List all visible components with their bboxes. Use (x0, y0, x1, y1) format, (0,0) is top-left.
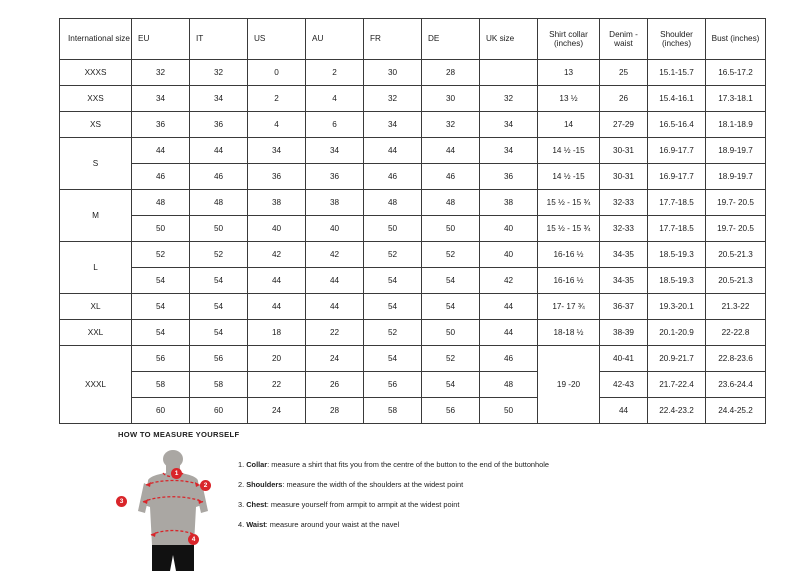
cell-us: 18 (248, 320, 306, 346)
table-header-row (60, 19, 766, 60)
cell-shirt-collar: 15 ½ - 15 ¾ (538, 190, 600, 216)
cell-us: 2 (248, 86, 306, 112)
cell-shoulder: 16.5-16.4 (648, 112, 706, 138)
cell-it: 46 (190, 164, 248, 190)
cell-us: 34 (248, 138, 306, 164)
cell-fr: 34 (364, 112, 422, 138)
cell-shirt-collar: 14 ½ -15 (538, 138, 600, 164)
cell-uk-size: 32 (480, 86, 538, 112)
cell-it: 32 (190, 60, 248, 86)
col-header-uk-size: UK size (480, 19, 538, 60)
cell-eu: 46 (132, 164, 190, 190)
col-header-shoulder: Shoulder (inches) (648, 19, 706, 60)
col-header-it: IT (190, 19, 248, 60)
cell-shoulder: 15.1-15.7 (648, 60, 706, 86)
how-to-measure-section (118, 430, 738, 574)
cell-international-size: M (60, 190, 132, 242)
col-header-shirt-collar: Shirt collar (inches) (538, 19, 600, 60)
table-row (60, 346, 766, 372)
cell-de: 48 (422, 190, 480, 216)
cell-international-size: L (60, 242, 132, 294)
cell-eu: 54 (132, 268, 190, 294)
cell-us: 36 (248, 164, 306, 190)
cell-international-size: XXL (60, 320, 132, 346)
cell-bust: 16.5-17.2 (706, 60, 766, 86)
cell-au: 4 (306, 86, 364, 112)
table-row (60, 294, 766, 320)
cell-au: 2 (306, 60, 364, 86)
cell-fr: 50 (364, 216, 422, 242)
cell-uk-size: 40 (480, 216, 538, 242)
cell-fr: 48 (364, 190, 422, 216)
col-header-de: DE (422, 19, 480, 60)
cell-bust: 20.5-21.3 (706, 268, 766, 294)
cell-eu: 48 (132, 190, 190, 216)
table-row (60, 268, 766, 294)
cell-bust: 22-22.8 (706, 320, 766, 346)
cell-uk-size: 46 (480, 346, 538, 372)
table-row (60, 398, 766, 424)
cell-denim-waist: 30-31 (600, 164, 648, 190)
cell-uk-size: 40 (480, 242, 538, 268)
measure-steps-list (238, 449, 549, 541)
cell-shirt-collar: 15 ½ - 15 ¾ (538, 216, 600, 242)
cell-au: 44 (306, 268, 364, 294)
cell-de: 46 (422, 164, 480, 190)
cell-fr: 52 (364, 242, 422, 268)
cell-denim-waist: 26 (600, 86, 648, 112)
cell-denim-waist: 42-43 (600, 372, 648, 398)
cell-it: 48 (190, 190, 248, 216)
cell-us: 38 (248, 190, 306, 216)
table-row (60, 164, 766, 190)
cell-bust: 18.9-19.7 (706, 138, 766, 164)
cell-it: 54 (190, 320, 248, 346)
callout-1-collar: 1 (171, 468, 182, 479)
cell-shirt-collar: 16-16 ½ (538, 242, 600, 268)
col-header-denim-waist: Denim - waist (600, 19, 648, 60)
measure-step: 2. Shoulders: measure the width of the shoulders at the widest point (238, 479, 464, 489)
cell-au: 34 (306, 138, 364, 164)
cell-uk-size: 34 (480, 138, 538, 164)
cell-fr: 52 (364, 320, 422, 346)
cell-bust: 18.9-19.7 (706, 164, 766, 190)
cell-fr: 54 (364, 268, 422, 294)
cell-us: 20 (248, 346, 306, 372)
callout-3-chest: 3 (116, 496, 127, 507)
cell-au: 22 (306, 320, 364, 346)
cell-international-size: XXXL (60, 346, 132, 424)
table-row (60, 320, 766, 346)
cell-shirt-collar: 17- 17 ¾ (538, 294, 600, 320)
cell-shirt-collar: 13 (538, 60, 600, 86)
cell-de: 54 (422, 268, 480, 294)
cell-eu: 34 (132, 86, 190, 112)
cell-denim-waist: 36-37 (600, 294, 648, 320)
cell-international-size: XXS (60, 86, 132, 112)
col-header-bust: Bust (inches) (706, 19, 766, 60)
cell-eu: 54 (132, 320, 190, 346)
cell-eu: 60 (132, 398, 190, 424)
cell-fr: 54 (364, 294, 422, 320)
cell-shoulder: 17.7-18.5 (648, 190, 706, 216)
cell-denim-waist: 40-41 (600, 346, 648, 372)
col-header-international-size: International size (60, 19, 132, 60)
cell-us: 24 (248, 398, 306, 424)
callout-4-waist: 4 (188, 534, 199, 545)
cell-denim-waist: 44 (600, 398, 648, 424)
cell-shoulder: 18.5-19.3 (648, 242, 706, 268)
cell-international-size: XS (60, 112, 132, 138)
cell-au: 26 (306, 372, 364, 398)
cell-shoulder: 22.4-23.2 (648, 398, 706, 424)
cell-shoulder: 16.9-17.7 (648, 164, 706, 190)
table-body (60, 60, 766, 424)
cell-de: 28 (422, 60, 480, 86)
cell-au: 24 (306, 346, 364, 372)
cell-eu: 32 (132, 60, 190, 86)
cell-bust: 22.8-23.6 (706, 346, 766, 372)
cell-shirt-collar: 13 ½ (538, 86, 600, 112)
cell-shirt-collar: 19 -20 (538, 346, 600, 424)
measure-step: 1. Collar: measure a shirt that fits you from the centre of the button to the end of the buttonhole (238, 460, 550, 469)
cell-de: 56 (422, 398, 480, 424)
how-to-measure-body (118, 449, 738, 574)
cell-shoulder: 20.1-20.9 (648, 320, 706, 346)
measure-step: 3. Chest: measure yourself from armpit to armpit at the widest point (238, 499, 460, 509)
table-row (60, 112, 766, 138)
cell-uk-size: 36 (480, 164, 538, 190)
col-header-au: AU (306, 19, 364, 60)
cell-eu: 44 (132, 138, 190, 164)
cell-shoulder: 19.3-20.1 (648, 294, 706, 320)
cell-de: 50 (422, 216, 480, 242)
cell-it: 54 (190, 294, 248, 320)
cell-shoulder: 16.9-17.7 (648, 138, 706, 164)
cell-bust: 18.1-18.9 (706, 112, 766, 138)
col-header-eu: EU (132, 19, 190, 60)
cell-de: 50 (422, 320, 480, 346)
cell-us: 44 (248, 268, 306, 294)
cell-shirt-collar: 14 (538, 112, 600, 138)
cell-us: 44 (248, 294, 306, 320)
cell-bust: 17.3-18.1 (706, 86, 766, 112)
cell-it: 50 (190, 216, 248, 242)
cell-au: 38 (306, 190, 364, 216)
cell-it: 56 (190, 346, 248, 372)
cell-eu: 54 (132, 294, 190, 320)
col-header-us: US (248, 19, 306, 60)
cell-de: 44 (422, 138, 480, 164)
cell-shoulder: 15.4-16.1 (648, 86, 706, 112)
cell-international-size: XL (60, 294, 132, 320)
cell-shoulder: 20.9-21.7 (648, 346, 706, 372)
cell-denim-waist: 38-39 (600, 320, 648, 346)
measure-step: 4. Waist: measure around your waist at the navel (238, 519, 400, 529)
cell-fr: 58 (364, 398, 422, 424)
cell-us: 0 (248, 60, 306, 86)
table-row (60, 372, 766, 398)
cell-denim-waist: 34-35 (600, 268, 648, 294)
cell-denim-waist: 32-33 (600, 190, 648, 216)
cell-eu: 58 (132, 372, 190, 398)
cell-bust: 19.7- 20.5 (706, 216, 766, 242)
cell-au: 6 (306, 112, 364, 138)
cell-fr: 46 (364, 164, 422, 190)
cell-uk-size: 38 (480, 190, 538, 216)
cell-denim-waist: 25 (600, 60, 648, 86)
cell-eu: 52 (132, 242, 190, 268)
cell-bust: 24.4-25.2 (706, 398, 766, 424)
cell-us: 42 (248, 242, 306, 268)
cell-us: 22 (248, 372, 306, 398)
cell-it: 54 (190, 268, 248, 294)
cell-de: 30 (422, 86, 480, 112)
table-header (60, 19, 766, 60)
cell-fr: 32 (364, 86, 422, 112)
cell-shirt-collar: 18-18 ½ (538, 320, 600, 346)
cell-shoulder: 21.7-22.4 (648, 372, 706, 398)
cell-it: 58 (190, 372, 248, 398)
cell-de: 32 (422, 112, 480, 138)
cell-denim-waist: 34-35 (600, 242, 648, 268)
cell-uk-size: 44 (480, 320, 538, 346)
cell-bust: 20.5-21.3 (706, 242, 766, 268)
cell-uk-size: 48 (480, 372, 538, 398)
cell-international-size: XXXS (60, 60, 132, 86)
cell-de: 54 (422, 372, 480, 398)
cell-us: 4 (248, 112, 306, 138)
cell-shoulder: 18.5-19.3 (648, 268, 706, 294)
body-figure (118, 449, 228, 574)
table-row (60, 138, 766, 164)
cell-it: 52 (190, 242, 248, 268)
col-header-fr: FR (364, 19, 422, 60)
cell-eu: 50 (132, 216, 190, 242)
how-to-measure-title: HOW TO MEASURE YOURSELF (118, 430, 240, 439)
table-row (60, 86, 766, 112)
cell-it: 44 (190, 138, 248, 164)
cell-denim-waist: 30-31 (600, 138, 648, 164)
table-row (60, 60, 766, 86)
cell-au: 36 (306, 164, 364, 190)
cell-de: 52 (422, 242, 480, 268)
cell-bust: 21.3-22 (706, 294, 766, 320)
cell-fr: 30 (364, 60, 422, 86)
cell-denim-waist: 32-33 (600, 216, 648, 242)
cell-it: 36 (190, 112, 248, 138)
cell-de: 52 (422, 346, 480, 372)
table-row (60, 190, 766, 216)
cell-de: 54 (422, 294, 480, 320)
cell-fr: 44 (364, 138, 422, 164)
cell-eu: 36 (132, 112, 190, 138)
cell-it: 34 (190, 86, 248, 112)
cell-shirt-collar: 14 ½ -15 (538, 164, 600, 190)
cell-au: 42 (306, 242, 364, 268)
cell-fr: 56 (364, 372, 422, 398)
cell-international-size: S (60, 138, 132, 190)
cell-uk-size: 42 (480, 268, 538, 294)
cell-denim-waist: 27-29 (600, 112, 648, 138)
cell-shoulder: 17.7-18.5 (648, 216, 706, 242)
cell-it: 60 (190, 398, 248, 424)
cell-bust: 19.7- 20.5 (706, 190, 766, 216)
cell-uk-size: 34 (480, 112, 538, 138)
cell-uk-size: 44 (480, 294, 538, 320)
table-row (60, 216, 766, 242)
cell-au: 28 (306, 398, 364, 424)
cell-us: 40 (248, 216, 306, 242)
cell-au: 44 (306, 294, 364, 320)
cell-au: 40 (306, 216, 364, 242)
cell-fr: 54 (364, 346, 422, 372)
size-chart-table (59, 18, 766, 424)
table-row (60, 242, 766, 268)
cell-uk-size: 50 (480, 398, 538, 424)
cell-uk-size (480, 60, 538, 86)
cell-bust: 23.6-24.4 (706, 372, 766, 398)
callout-2-shoulders: 2 (200, 480, 211, 491)
cell-eu: 56 (132, 346, 190, 372)
size-table-container (59, 18, 760, 424)
cell-shirt-collar: 16-16 ½ (538, 268, 600, 294)
